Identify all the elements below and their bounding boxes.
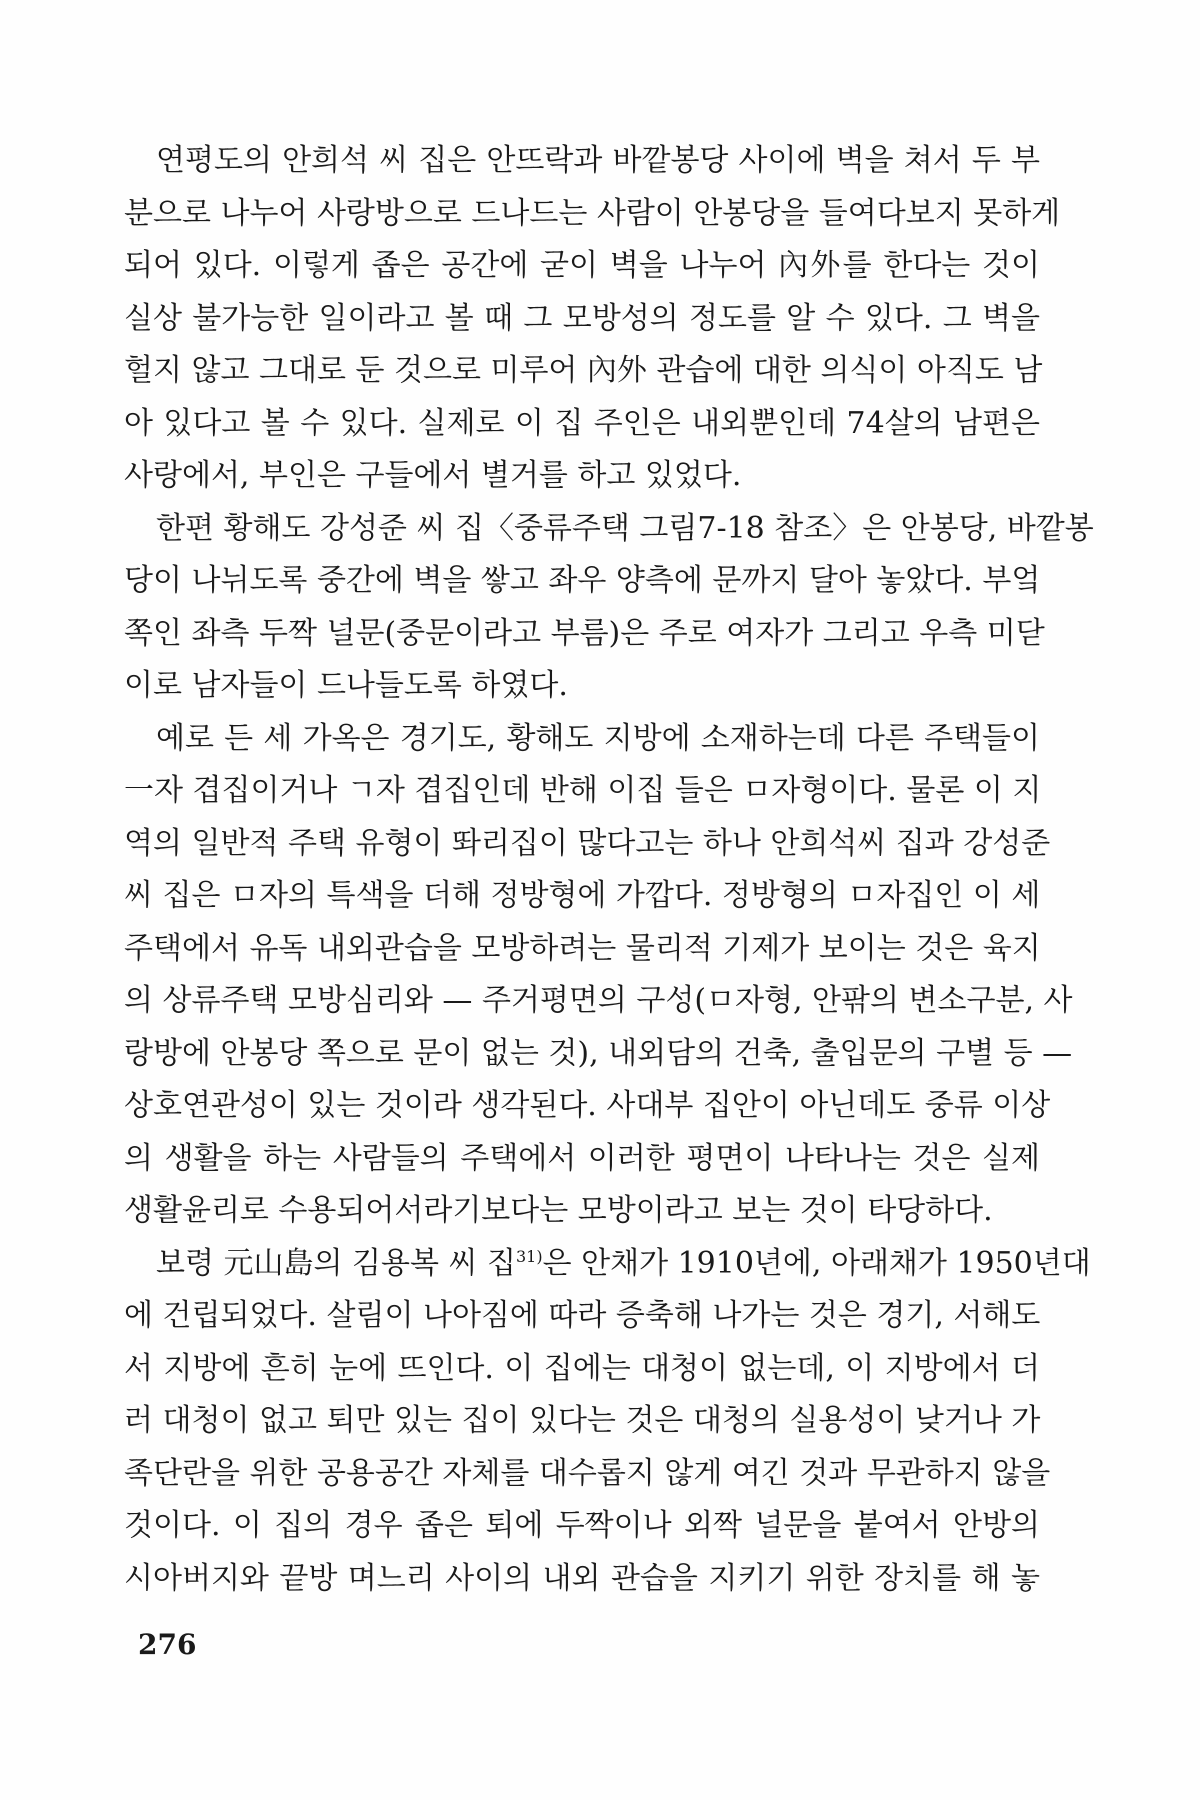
text-line: 한편 황해도 강성준 씨 집〈중류주택 그림7-18 참조〉은 안봉당, 바깥봉 [156,510,1094,546]
paragraph-3 [124,713,1073,1238]
text-line: 사랑에서, 부인은 구들에서 별거를 하고 있었다. [124,458,742,493]
text-line: 一자 겹집이거나 ㄱ자 겹집인데 반해 이집 들은 ㅁ자형이다. 물론 이 지 [124,773,1042,808]
text-segment: 보령 元山島의 김용복 씨 집 [156,1245,516,1281]
text-line: 역의 일반적 주택 유형이 똬리집이 많다고는 하나 안희석씨 집과 강성준 [124,825,1051,861]
text-line: 당이 나뉘도록 중간에 벽을 쌓고 좌우 양측에 문까지 달아 놓았다. 부엌 [124,563,1041,598]
text-line [124,1238,1091,1291]
text-line: 시아버지와 끝방 며느리 사이의 내외 관습을 지키기 위한 장치를 해 놓 [124,1560,1040,1596]
text-line: 씨 집은 ㅁ자의 특색을 더해 정방형에 가깝다. 정방형의 ㅁ자집인 이 세 [124,878,1041,913]
text-line: 족단란을 위한 공용공간 자체를 대수롭지 않게 여긴 것과 무관하지 않을 [124,1455,1051,1491]
paragraph-4 [124,1238,1091,1606]
text-line: 예로 든 세 가옥은 경기도, 황해도 지방에 소재하는데 다른 주택들이 [156,720,1040,756]
text-segment: 은 안채가 1910년에, 아래채가 1950년대 [542,1245,1091,1281]
text-line: 이로 남자들이 드나들도록 하였다. [124,668,568,703]
text-line: 랑방에 안봉당 쪽으로 문이 없는 것), 내외담의 건축, 출입문의 구별 등 — [124,1035,1073,1071]
text-line: 에 건립되었다. 살림이 나아짐에 따라 증축해 나가는 것은 경기, 서해도 [124,1298,1041,1333]
text-line: 되어 있다. 이렇게 좁은 공간에 굳이 벽을 나누어 內外를 한다는 것이 [124,248,1040,283]
body-text [124,135,1094,1605]
text-line: 러 대청이 없고 퇴만 있는 집이 있다는 것은 대청의 실용성이 낮거나 가 [124,1403,1041,1438]
text-line: 주택에서 유독 내외관습을 모방하려는 물리적 기제가 보이는 것은 육지 [124,930,1041,966]
text-line: 의 상류주택 모방심리와 — 주거평면의 구성(ㅁ자형, 안팎의 변소구분, 사 [124,983,1073,1018]
text-line: 아 있다고 볼 수 있다. 실제로 이 집 주인은 내외뿐인데 74살의 남편은 [124,405,1040,441]
text-line: 실상 불가능한 일이라고 볼 때 그 모방성의 정도를 알 수 있다. 그 벽을 [124,300,1040,336]
text-line: 의 생활을 하는 사람들의 주택에서 이러한 평면이 나타나는 것은 실제 [124,1140,1040,1176]
text-line: 헐지 않고 그대로 둔 것으로 미루어 內外 관습에 대한 의식이 아직도 남 [124,353,1043,388]
text-line: 상호연관성이 있는 것이라 생각된다. 사대부 집안이 아닌데도 중류 이상 [124,1088,1051,1123]
text-line: 연평도의 안희석 씨 집은 안뜨락과 바깥봉당 사이에 벽을 쳐서 두 부 [156,143,1040,178]
text-line: 쪽인 좌측 두짝 널문(중문이라고 부름)은 주로 여자가 그리고 우측 미닫 [124,615,1045,651]
text-line: 분으로 나누어 사랑방으로 드나드는 사람이 안봉당을 들여다보지 못하게 [124,195,1061,231]
paragraph-1 [124,135,1061,503]
text-line: 서 지방에 흔히 눈에 뜨인다. 이 집에는 대청이 없는데, 이 지방에서 더 [124,1350,1040,1386]
text-line: 것이다. 이 집의 경우 좁은 퇴에 두짝이나 외짝 널문을 붙여서 안방의 [124,1508,1040,1543]
text-line: 생활윤리로 수용되어서라기보다는 모방이라고 보는 것이 타당하다. [124,1193,993,1228]
page-number: 276 [138,1628,197,1661]
paragraph-2 [124,503,1094,713]
footnote-reference: 31) [515,1246,543,1266]
